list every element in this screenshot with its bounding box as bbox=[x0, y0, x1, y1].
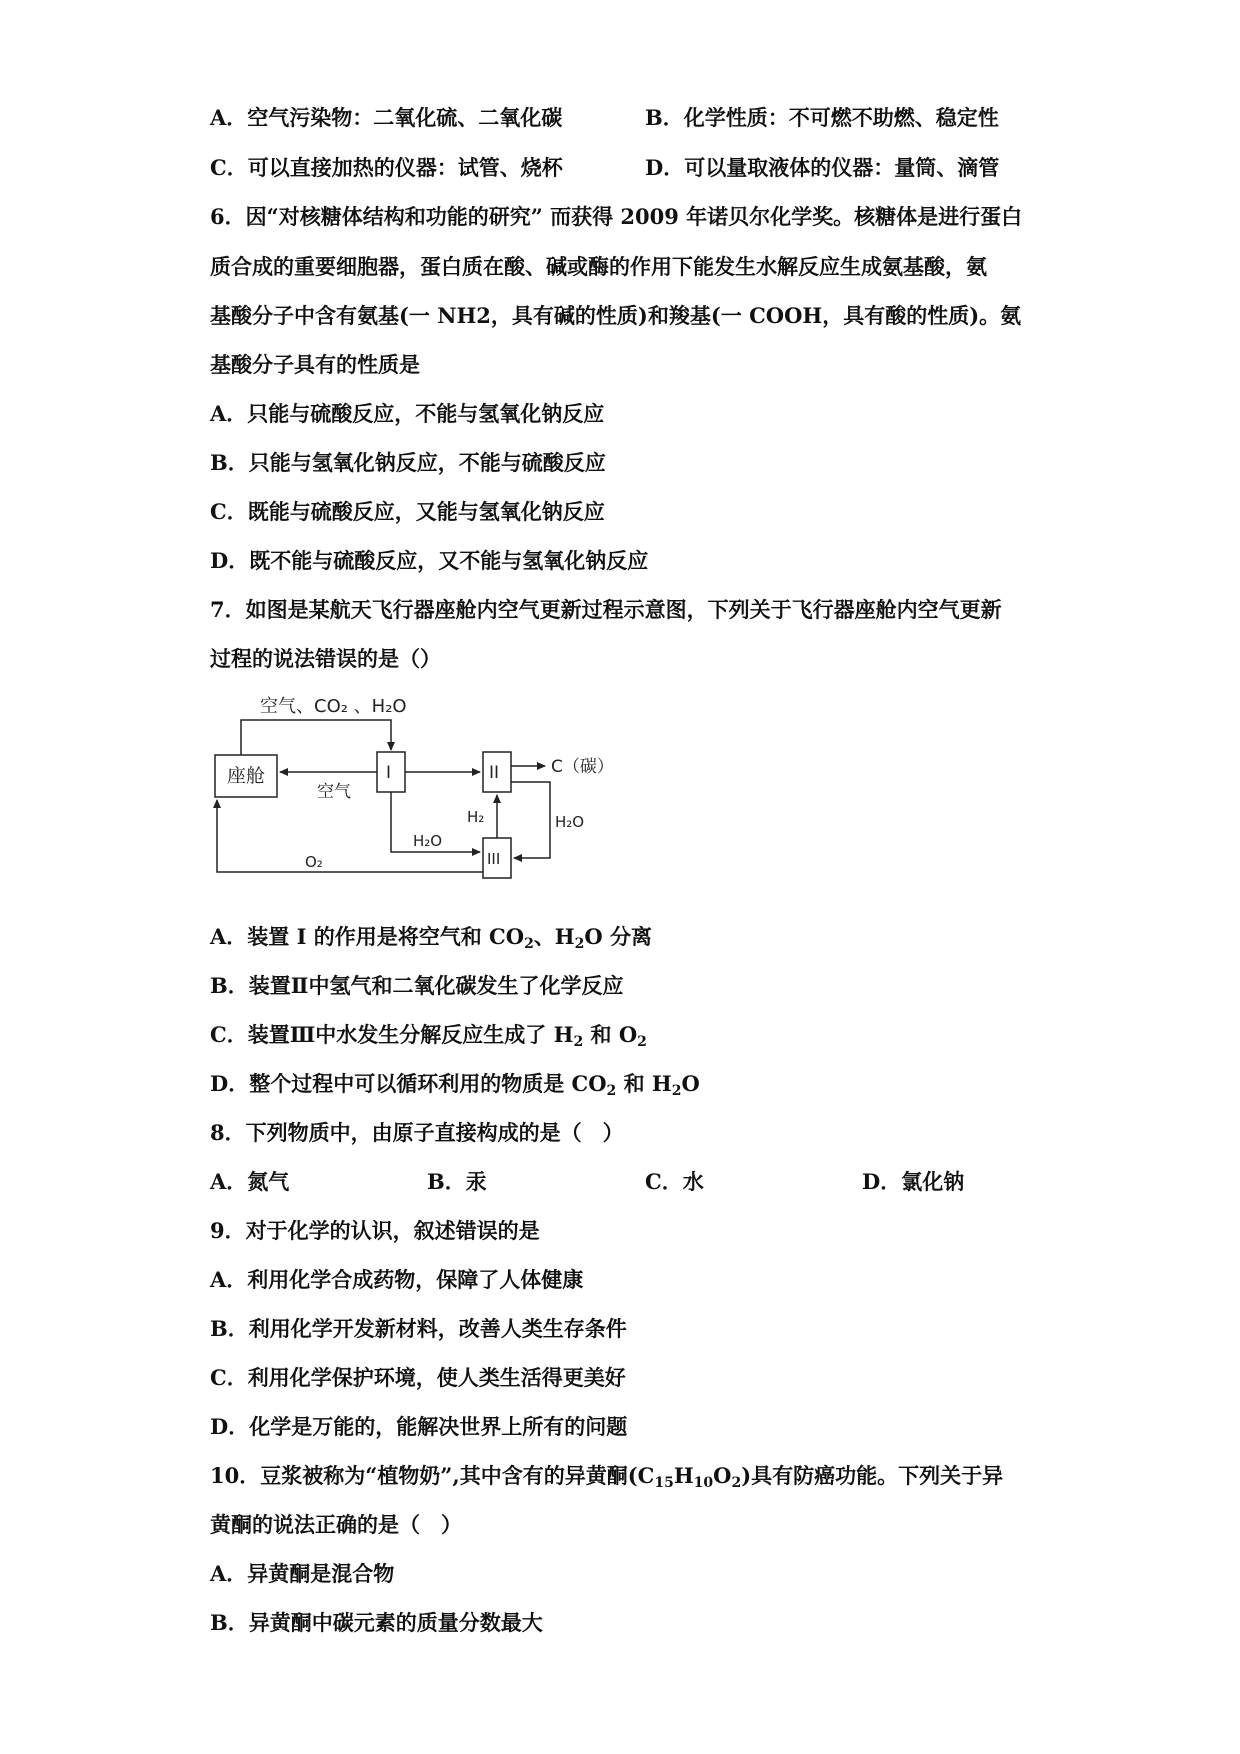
label-air: 空气 bbox=[317, 782, 351, 802]
q9-option-c: C．利用化学保护环境，使人类生活得更美好 bbox=[210, 1365, 626, 1390]
q10-option-b: B．异黄酮中碳元素的质量分数最大 bbox=[210, 1610, 543, 1635]
label-air-co2-h2o: 空气、CO₂ 、H₂O bbox=[260, 696, 407, 717]
label-carbon: C（碳） bbox=[551, 757, 614, 777]
q9-stem: 9．对于化学的认识，叙述错误的是 bbox=[210, 1218, 540, 1243]
q7-option-a: A．装置 I 的作用是将空气和 $CO_2$、$H_2O$ 分离 bbox=[210, 924, 653, 952]
label-device-3: III bbox=[487, 850, 501, 868]
q9-option-b: B．利用化学开发新材料，改善人类生存条件 bbox=[210, 1316, 627, 1341]
q5-option-d: D．可以量取液体的仪器：量筒、滴管 bbox=[645, 155, 1000, 180]
q6-stem-line-3: 基酸分子中含有氨基(一 NH2，具有碱的性质)和羧基(一 COOH，具有酸的性质)。氨 bbox=[210, 303, 1022, 328]
q7-stem-line-1: 7．如图是某航天飞行器座舱内空气更新过程示意图，下列关于飞行器座舱内空气更新 bbox=[210, 597, 1002, 622]
q8-stem: 8．下列物质中，由原子直接构成的是（ ） bbox=[210, 1120, 624, 1145]
label-h2o-bottom: H₂O bbox=[413, 832, 443, 850]
q10-option-a: A．异黄酮是混合物 bbox=[210, 1561, 395, 1586]
q6-stem-line-1: 6．因“对核糖体结构和功能的研究” 而获得 2009 年诺贝尔化学奖。核糖体是进行蛋白 bbox=[210, 204, 1023, 229]
q6-option-c: C．既能与硫酸反应，又能与氢氧化钠反应 bbox=[210, 499, 605, 524]
q7-stem-line-2: 过程的说法错误的是（） bbox=[210, 646, 441, 671]
q5-option-a: A．空气污染物：二氧化硫、二氧化碳 bbox=[210, 105, 563, 130]
q10-stem-line-1: 10．豆浆被称为“植物奶”,其中含有的异黄酮$(C_{15}H_{10}O_2)$具有防癌功能。下列关于异 bbox=[210, 1463, 1004, 1491]
label-device-1: I bbox=[386, 763, 392, 783]
arrow-3-to-cabin bbox=[217, 800, 483, 872]
q7-option-c: C．装置Ⅲ中水发生分解反应生成了 $H_2$ 和 $O_2$ bbox=[210, 1022, 647, 1050]
q8-option-a: A．氮气 bbox=[210, 1169, 290, 1194]
arrow-cabin-to-1 bbox=[241, 720, 391, 755]
label-o2: O₂ bbox=[305, 853, 323, 871]
q8-option-d: D．氯化钠 bbox=[862, 1169, 965, 1194]
cabin-air-renewal-diagram bbox=[205, 690, 635, 890]
q5-option-c: C．可以直接加热的仪器：试管、烧杯 bbox=[210, 155, 563, 180]
q6-option-a: A．只能与硫酸反应，不能与氢氧化钠反应 bbox=[210, 401, 605, 426]
label-device-2: II bbox=[489, 763, 500, 783]
q8-option-b: B．汞 bbox=[427, 1169, 487, 1194]
q9-option-d: D．化学是万能的，能解决世界上所有的问题 bbox=[210, 1414, 628, 1439]
q6-option-b: B．只能与氢氧化钠反应，不能与硫酸反应 bbox=[210, 450, 606, 475]
q6-stem-line-2: 质合成的重要细胞器，蛋白质在酸、碱或酶的作用下能发生水解反应生成氨基酸，氨 bbox=[210, 254, 987, 279]
q8-option-c: C．水 bbox=[645, 1169, 704, 1194]
q5-option-b: B．化学性质：不可燃不助燃、稳定性 bbox=[645, 105, 999, 130]
label-h2: H₂ bbox=[467, 808, 485, 826]
q7-option-d: D．整个过程中可以循环利用的物质是 $CO_2$ 和 $H_2O$ bbox=[210, 1071, 700, 1099]
q7-option-b: B．装置Ⅱ中氢气和二氧化碳发生了化学反应 bbox=[210, 973, 624, 998]
label-cabin: 座舱 bbox=[227, 765, 266, 787]
arrow-2-to-3 bbox=[511, 782, 550, 858]
q6-option-d: D．既不能与硫酸反应，又不能与氢氧化钠反应 bbox=[210, 548, 649, 573]
q10-stem-line-2: 黄酮的说法正确的是（ ） bbox=[210, 1512, 462, 1537]
q9-option-a: A．利用化学合成药物，保障了人体健康 bbox=[210, 1267, 584, 1292]
label-h2o-right: H₂O bbox=[555, 813, 585, 831]
q6-stem-line-4: 基酸分子具有的性质是 bbox=[210, 352, 420, 377]
